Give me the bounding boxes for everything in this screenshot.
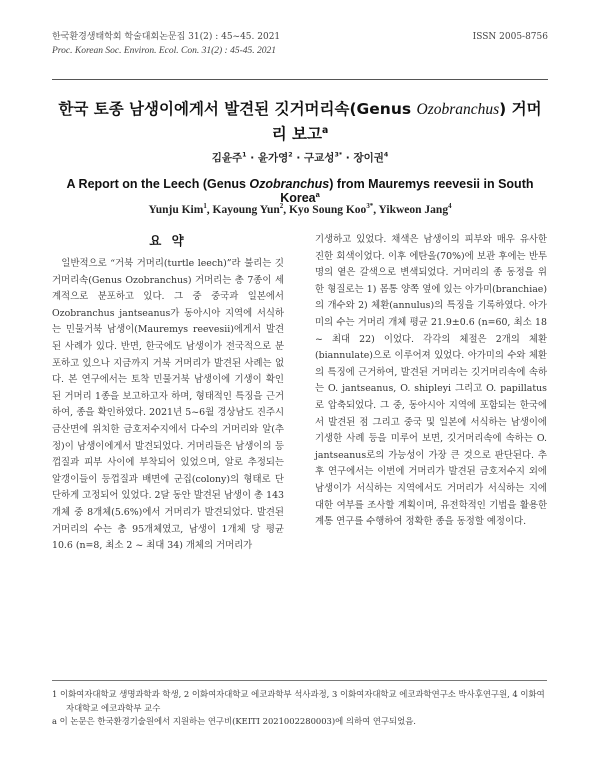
author-separator: , — [373, 204, 379, 216]
abstract-text-left: 일반적으로 “거북 거머리(turtle leech)”라 불리는 깃거머리속(Genus Ozobranchus) 거머리는 총 7종이 세계적으로 분포하고 있다. 그 중 중국과 일본에서 Ozobranchus jantseanus가 동아시아 지역에 서식하는 민물거북 남생이(Mauremys reevesii)에게서 발견된 사례가 있다. 반면, 한국에도 남생이가 전국적으로 분포하고 있으나 지금까지 거북 거머리가 발견된 사례는 없다. 본 연구에서는 토착 민물거북 남생이에 기생이 확인된 거머리 1종을 보고하고자 하며, 형태적인 특징을 근거하여, 종을 확인하였다. 2021년 5~6월 경상남도 진주시 금산면에 위치한 금호저수지에서 다수의 거머리와 알(추정)이 남생이에게서 발견되었다. 거머리들은 남생이의 등껍질과 피부 사이에 부착되어 있었으며, 알로 추정되는 알갱이들이 등껍질과 배면에 군집(colony)의 형태로 단단하게 고정되어 있었다. 2달 동안 발견된 남생이 총 143개체 중 8개체(5.6%)에서 거머리가 발견되었다. 발견된 거머리의 수는 총 95개체였고, 남생이 1개체 당 평균 10.6 (n=8, 최소 2 ~ 최대 34) 개체의 거머리가 — [52, 258, 284, 552]
author-affiliation-mark: 2 — [288, 151, 293, 159]
author-affiliation-mark: 2 — [279, 203, 284, 211]
journal-citation-en: Proc. Korean Soc. Environ. Ecol. Con. 31(2) : 45-45. 2021 — [52, 46, 277, 56]
issn: ISSN 2005-8756 — [472, 32, 548, 42]
author-separator: · — [246, 152, 258, 164]
authors-korean — [52, 150, 548, 165]
title-ko-genus: Ozobranchus — [416, 101, 500, 118]
author-name: Kayoung Yun — [212, 204, 280, 216]
author-separator: , — [283, 204, 289, 216]
title-en-footnote-mark: a — [315, 189, 320, 199]
author-affiliation-mark: 3* — [334, 151, 343, 159]
author-affiliation-mark: 3* — [366, 203, 374, 211]
footnotes — [52, 688, 548, 729]
header-divider — [52, 79, 548, 80]
title-ko-footnote-mark: a — [322, 124, 329, 136]
title-en-part: ) from Mauremys reevesii in South Korea — [280, 177, 534, 205]
abstract-column-left — [52, 232, 284, 555]
abstract-heading: 요 약 — [149, 233, 187, 248]
footnote-affiliations: 1 이화여자대학교 생명과학과 학생, 2 이화여자대학교 에코과학부 석사과정, 3 이화여자대학교 에코과학연구소 박사후연구원, 4 이화여자대학교 에코과학부 교수 — [52, 689, 545, 713]
author-affiliation-mark: 4 — [383, 151, 389, 159]
title-ko-part: 한국 토종 남생이에게서 발견된 깃거머리속(Genus — [58, 100, 417, 118]
title-english — [52, 177, 548, 205]
author-affiliation-mark: 1 — [203, 203, 207, 211]
author-name: Yunju Kim — [148, 204, 204, 216]
author-name: 장이권 — [353, 152, 384, 164]
title-en-genus: Ozobranchus — [249, 177, 330, 191]
author-name: 구교성 — [304, 152, 335, 164]
author-affiliation-mark: 1 — [242, 151, 247, 159]
author-separator: , — [206, 204, 213, 216]
footnote-funding: a 이 논문은 한국환경기술원에서 지원하는 연구비(KEITI 2021002280003)에 의하여 연구되었음. — [52, 716, 416, 726]
author-name: Yikweon Jang — [378, 204, 449, 216]
title-korean — [52, 97, 548, 146]
footnote-divider — [52, 680, 547, 681]
title-en-part: A Report on the Leech (Genus — [66, 177, 250, 191]
author-name: 윤가영 — [257, 152, 289, 164]
authors-english — [52, 204, 548, 216]
author-affiliation-mark: 4 — [448, 203, 452, 211]
journal-citation-ko: 한국환경생태학회 학술대회논문집 31(2) : 45~45. 2021 — [52, 32, 281, 42]
author-name: 김윤주 — [211, 152, 243, 164]
abstract-column-right — [315, 232, 547, 531]
title-ko-part: ) 거머리 보고 — [271, 100, 542, 143]
author-separator: · — [292, 152, 304, 164]
author-name: Kyo Soung Koo — [288, 204, 367, 216]
abstract-text-right: 기생하고 있었다. 채색은 남생이의 피부와 매우 유사한 진한 회색이었다. 이후 에탄올(70%)에 보관 후에는 반투명의 옅은 갈색으로 변색되었다. 거머리의 종 동정을 위한 형질로는 1) 몸통 양쪽 옆에 있는 아가미(branchiae)의 개수와 2) 체환(annulus)의 특징을 기록하였다. 아가미의 수는 거머리 개체 평균 21.9±0.6 (n=60, 최소 18 ~ 최대 22) 이었다. 각각의 체절은 2개의 체환(biannulate)으로 이루어져 있었다. 아가미의 수와 체환의 특징에 근거하여, 발견된 거머리는 깃거머리속에 속하는 O. jantseanus, O. shipleyi 그리고 O. papillatus로 압축되었다. 그 중, 동아시아 지역에 포함되는 한국에서 발견된 점 그리고 중국 및 일본에 서식하는 남생이에 기생한 사례 등을 미루어 보면, 깃거머리속에 속하는 O. jantseanus로의 가능성이 가장 큰 것으로 판단된다. 추후 연구에서는 이번에 거머리가 발견된 금호저수지 외에 남생이가 서식하는 지역에서도 거머리가 서식하는 지에 대한 여부를 조사할 계획이며, 유전학적인 기법을 활용한 계통 연구를 수행하여 정확한 종을 동정할 예정이다. — [315, 234, 547, 528]
author-separator: · — [342, 152, 354, 164]
journal-header — [52, 30, 548, 58]
